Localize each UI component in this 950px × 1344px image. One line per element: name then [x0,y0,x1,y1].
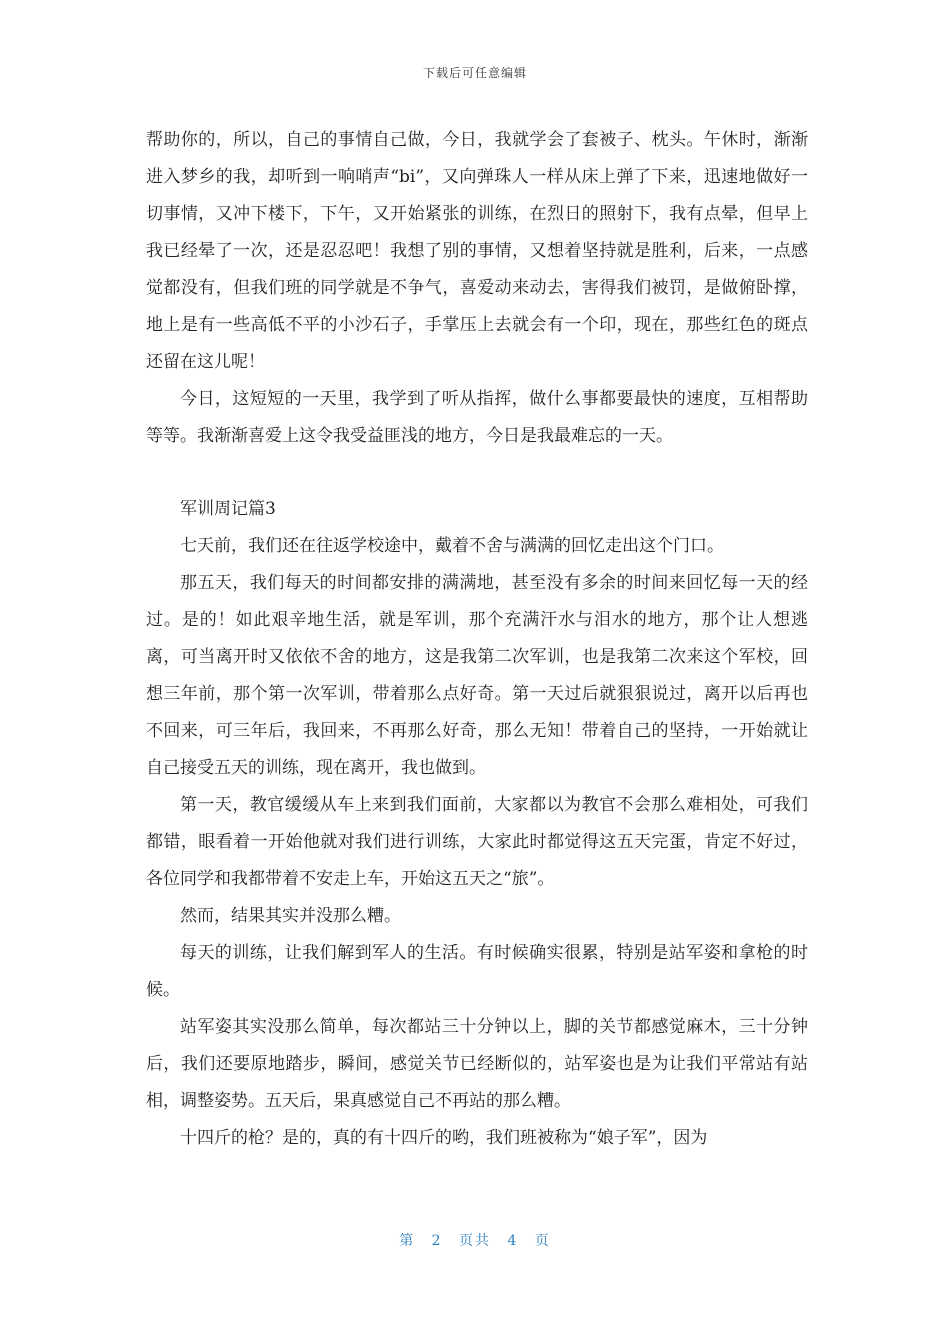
paragraph: 七天前，我们还在往返学校途中，戴着不舍与满满的回忆走出这个门口。 [180,536,724,556]
paragraph: 站军姿其实没那么简单，每次都站三十分钟以上，脚的关节都感觉麻木，三十分钟后，我们还要原地踏步，瞬间，感觉关节已经断似的，站军姿也是为让我们平常站有站相，调整姿势。五天后，果真感觉自己不再站的那么糟。 [146,1017,808,1111]
paragraph: 十四斤的枪？是的，真的有十四斤的哟，我们班被称为“娘子军”，因为 [180,1128,708,1148]
paragraph: 每天的训练，让我们解到军人的生活。有时候确实很累，特别是站军姿和拿枪的时候。 [146,943,808,1000]
paragraph: 然而，结果其实并没那么糟。 [180,906,401,926]
paragraph: 帮助你的，所以，自己的事情自己做，今日，我就学会了套被子、枕头。午休时，渐渐进入梦乡的我，却听到一响哨声“bi”，又向弹珠人一样从床上弹了下来，迅速地做好一切事情，又冲下楼下，下午，又开始紧张的训练，在烈日的照射下，我有点晕，但早上我已经晕了一次，还是忍忍吧！我想了别的事情，又想着坚持就是胜利，后来，一点感觉都没有，但我们班的同学就是不争气，喜爱动来动去，害得我们被罚，是做俯卧撑，地上是有一些高低不平的小沙石子，手掌压上去就会有一个印，现在，那些红色的斑点还留在这儿呢！ [146,130,808,372]
paragraph: 第一天，教官缓缓从车上来到我们面前，大家都以为教官不会那么难相处，可我们都错，眼看着一开始他就对我们进行训练，大家此时都觉得这五天完蛋，肯定不好过，各位同学和我都带着不安走上车，开始这五天之“旅”。 [146,795,808,889]
paragraph: 那五天，我们每天的时间都安排的满满地，甚至没有多余的时间来回忆每一天的经过。是的！如此艰辛地生活，就是军训，那个充满汗水与泪水的地方，那个让人想逃离，可当离开时又依依不舍的地方，这是我第二次军训，也是我第二次来这个军校，回想三年前，那个第一次军训，带着那么点好奇。第一天过后就狠狠说过，离开以后再也不回来，可三年后，我回来，不再那么好奇，那么无知！带着自己的坚持，一开始就让自己接受五天的训练，现在离开，我也做到。 [146,573,808,778]
paragraph: 今日，这短短的一天里，我学到了听从指挥，做什么事都要最快的速度，互相帮助等等。我渐渐喜爱上这令我受益匪浅的地方，今日是我最难忘的一天。 [146,389,808,446]
page-number-footer: 第 2 页共 4 页 [399,1233,551,1249]
section-title: 军训周记篇3 [180,499,276,519]
page-header: 下载后可任意编辑 [422,66,527,80]
document-body [146,122,808,1157]
